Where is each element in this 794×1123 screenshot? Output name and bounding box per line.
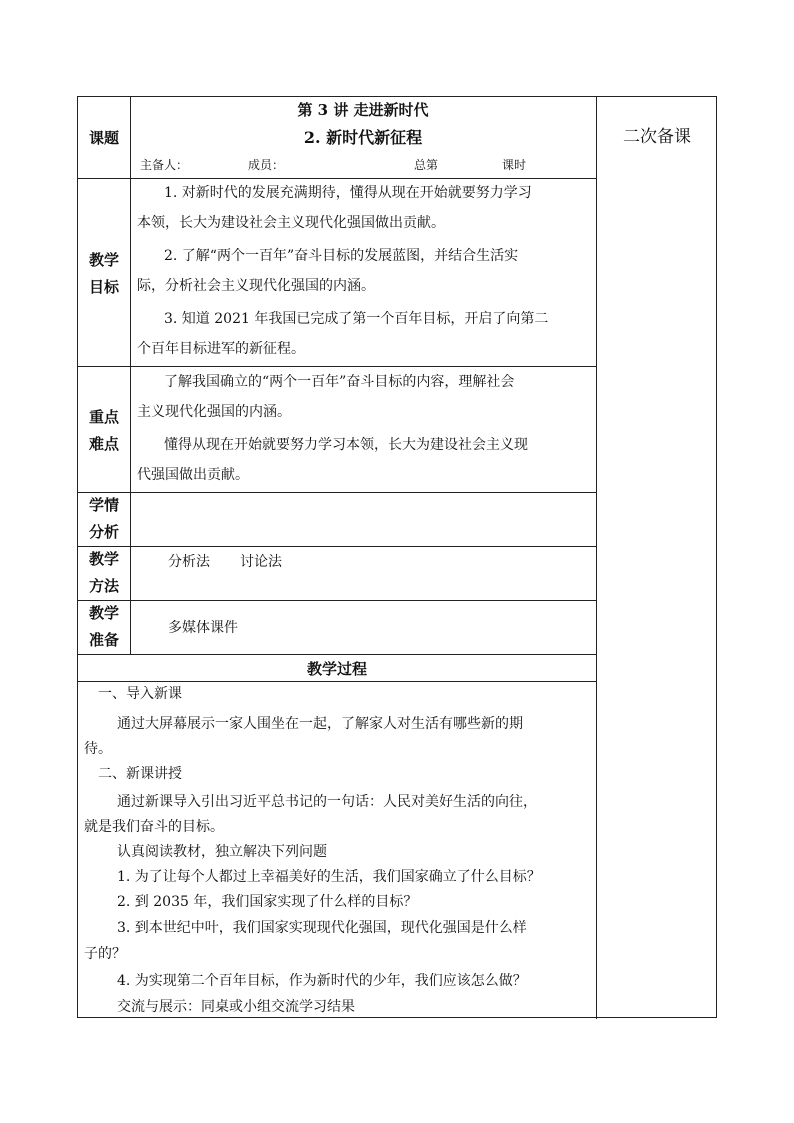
lesson-title: 第 3 讲 走进新时代: [297, 101, 429, 119]
key-points-line: 懂得从现在开始就要努力学习本领，长大为建设社会主义现: [164, 437, 528, 453]
method-label-line: 教学: [88, 550, 119, 568]
process-line: 就是我们奋斗的目标。: [84, 819, 224, 835]
lesson-plan-table: [77, 96, 717, 1018]
grid-line: [596, 97, 597, 1019]
process-line: 1. 为了让每个人都过上幸福美好的生活，我们国家确立了什么目标？: [117, 869, 541, 885]
goals-line: 3. 知道 2021 年我国已完成了第一个百年目标，开启了向第二: [164, 311, 549, 327]
method-value: 分析法: [168, 554, 210, 570]
goals-line: 2. 了解“两个一百年”奋斗目标的发展蓝图，并结合生活实: [164, 248, 519, 264]
total-label: 总第: [414, 158, 439, 172]
key-points-label: [78, 404, 130, 458]
goals-line: 际，分析社会主义现代化强国的内涵。: [137, 278, 375, 294]
prep-value: 多媒体课件: [168, 620, 238, 636]
process-line: 4. 为实现第二个百年目标，作为新时代的少年，我们应该怎么做？: [117, 973, 527, 989]
process-line: 通过新课导入引出习近平总书记的一句话：人民对美好生活的向往，: [117, 794, 537, 810]
grid-line: [78, 492, 596, 493]
analysis-label-line: 分析: [88, 523, 119, 541]
period-label: 课时: [502, 158, 527, 172]
process-title: 教学过程: [306, 660, 367, 678]
grid-line: [78, 546, 596, 547]
process-line: 认真阅读教材，独立解决下列问题: [117, 844, 327, 860]
prep-label: [78, 600, 130, 654]
process-line: 待。: [84, 741, 112, 757]
goals-label: [78, 247, 130, 301]
key-points-line: 了解我国确立的“两个一百年”奋斗目标的内容，理解社会: [164, 374, 515, 390]
section-title: 2. 新时代新征程: [303, 128, 423, 147]
member-label: 成员：: [248, 158, 285, 172]
process-line: 3. 到本世纪中叶，我们国家实现现代化强国，现代化强国是什么样: [117, 920, 527, 936]
goals-label-line: 目标: [88, 278, 119, 296]
prep-label-line: 准备: [88, 631, 119, 649]
process-line: 子的？: [84, 946, 126, 962]
grid-line: [130, 97, 131, 654]
method-label: [78, 546, 130, 600]
method-value: 讨论法: [240, 554, 282, 570]
analysis-label: [78, 492, 130, 546]
key-points-label-line: 难点: [88, 435, 119, 453]
process-line: 2. 到 2035 年，我们国家实现了什么样的目标？: [117, 894, 418, 910]
process-line: 一、导入新课: [98, 686, 182, 702]
grid-line: [78, 600, 596, 601]
method-label-line: 方法: [88, 577, 119, 595]
prep-label-line: 教学: [88, 604, 119, 622]
key-points-label-line: 重点: [88, 408, 119, 426]
process-line: 交流与展示：同桌或小组交流学习结果: [117, 999, 355, 1015]
goals-label-line: 教学: [88, 251, 119, 269]
goals-line: 1. 对新时代的发展充满期待，懂得从现在开始就要努力学习: [164, 185, 532, 201]
topic-label: 课题: [88, 129, 119, 147]
second-prep-title: 二次备课: [623, 127, 691, 147]
process-line: 通过大屏幕展示一家人围坐在一起，了解家人对生活有哪些新的期: [117, 716, 523, 732]
process-line: 二、新课讲授: [98, 766, 182, 782]
goals-line: 本领，长大为建设社会主义现代化强国做出贡献。: [137, 215, 445, 231]
key-points-line: 主义现代化强国的内涵。: [137, 404, 291, 420]
grid-line: [78, 654, 596, 655]
key-points-line: 代强国做出贡献。: [137, 467, 249, 483]
analysis-label-line: 学情: [88, 496, 119, 514]
goals-line: 个百年目标进军的新征程。: [137, 341, 305, 357]
preparer-label: 主备人：: [140, 158, 189, 172]
